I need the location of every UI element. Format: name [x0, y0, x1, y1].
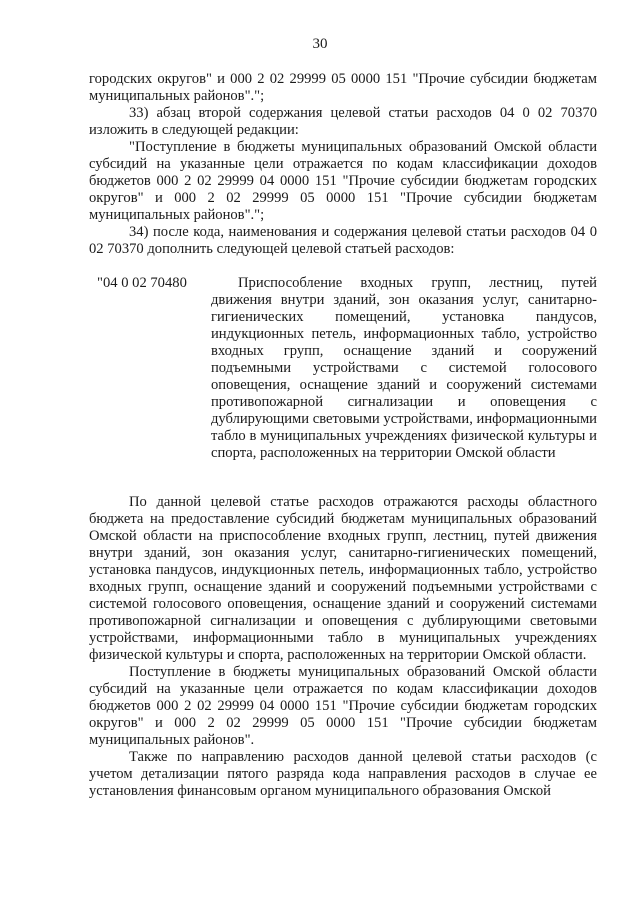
- paragraph-income-codes: Поступление в бюджеты муниципальных образований Омской области субсидий на указанные цели отражается по кодам классификации доходов бюджетов 000 2 02 29999 04 0000 151 "Прочие субсидии бюджетам городских округов" и 000 2 02 29999 05 0000 151 "Прочие субсидии бюджетам муниципальных районов".: [89, 664, 597, 748]
- paragraph-quoted-revision: "Поступление в бюджеты муниципальных образований Омской области субсидий на указанные цели отражается по кодам классификации доходов бюджетов 000 2 02 29999 04 0000 151 "Прочие субсидии бюджетам городских округов" и 000 2 02 29999 05 0000 151 "Прочие субсидии бюджетам муниципальных районов".";: [89, 139, 597, 223]
- text-block-top: [89, 71, 597, 258]
- budget-code: "04 0 02 70480: [97, 275, 187, 291]
- paragraph-item-34: 34) после кода, наименования и содержания целевой статьи расходов 04 0 02 70370 дополнить следующей целевой статьей расходов:: [89, 224, 597, 257]
- paragraph-expenses-description: По данной целевой статье расходов отражаются расходы областного бюджета на предоставление субсидий бюджетам муниципальных образований Омской области на приспособление входных групп, лестниц, путей движения внутри зданий, зон оказания услуг, санитарно-гигиенических помещений, установка пандусов, индукционных петель, информационных табло, устройство входных групп, оснащение зданий и сооружений подъемными устройствами с системой голосового оповещения, оснащение зданий и сооружений системами противопожарной сигнализации и оповещения с дублирующими световыми устройствами, информационными табло в муниципальных учреждениях физической культуры и спорта, расположенных на территории Омской области.: [89, 494, 597, 663]
- paragraph-also-direction: Также по направлению расходов данной целевой статьи расходов (с учетом детализации пятого разряда кода направления расходов в случае ее установления финансовым органом муниципального образования Омской: [89, 749, 597, 799]
- paragraph-continuation: городских округов" и 000 2 02 29999 05 0000 151 "Прочие субсидии бюджетам муниципальных районов".";: [89, 71, 597, 104]
- paragraph-item-33: 33) абзац второй содержания целевой статьи расходов 04 0 02 70370 изложить в следующей редакции:: [89, 105, 597, 138]
- text-block-bottom: [89, 494, 597, 800]
- budget-code-entry: [97, 275, 597, 485]
- page-number: 30: [312, 36, 328, 52]
- budget-code-description: Приспособление входных групп, лестниц, путей движения внутри зданий, зон оказания услуг, санитарно-гигиенических помещений, установка пандусов, индукционных петель, информационных табло, устройство входных групп, оснащение зданий и сооружений подъемными устройствами с системой голосового оповещения, оснащение зданий и сооружений системами противопожарной сигнализации и оповещения с дублирующими световыми устройствами, информационными табло в муниципальных учреждениях физической культуры и спорта, расположенных на территории Омской области: [211, 275, 597, 461]
